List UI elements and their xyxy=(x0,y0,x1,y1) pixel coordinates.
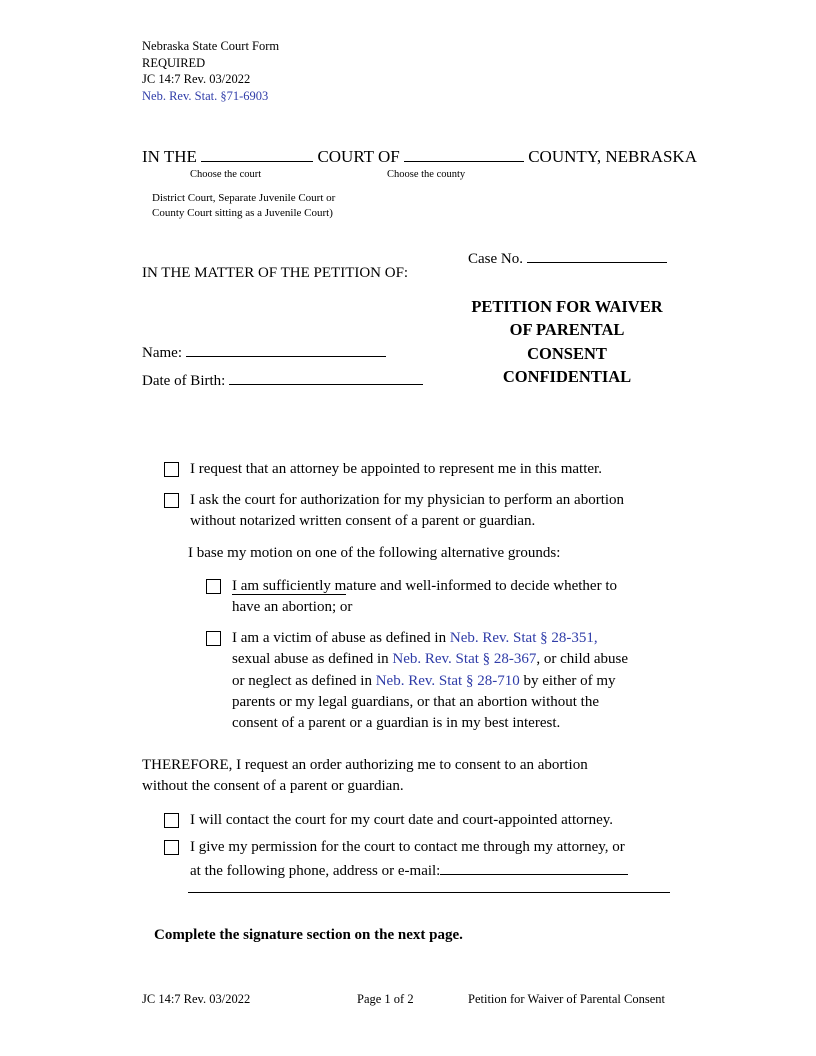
contact-section xyxy=(142,810,674,893)
authorization-request-text xyxy=(190,490,624,533)
choose-hints xyxy=(142,169,674,183)
ground-abuse-mid3: or neglect as defined in xyxy=(232,672,376,689)
authorization-request-row[interactable] xyxy=(164,490,674,533)
grounds-intro: I base my motion on one of the following alternative grounds: xyxy=(188,544,561,561)
form-header-line3: JC 14:7 Rev. 03/2022 xyxy=(142,72,251,86)
statute-link-28-351[interactable]: Neb. Rev. Stat § 28-351, xyxy=(449,630,598,647)
therefore-line2: without the consent of a parent or guardian. xyxy=(142,778,404,795)
court-type-note xyxy=(152,191,674,221)
ground-abuse-line5: consent of a parent or a guardian is in my best interest. xyxy=(232,715,561,732)
document-title xyxy=(460,295,674,389)
ground-abuse-pre: I am a victim of abuse as defined in xyxy=(232,630,450,647)
checkbox-ground-mature[interactable] xyxy=(206,579,221,594)
form-header xyxy=(142,38,674,104)
dob-label: Date of Birth: xyxy=(142,372,226,389)
county-name-field[interactable] xyxy=(404,144,524,162)
ground-mature-part2: ature and well-informed to decide whether to xyxy=(346,577,618,594)
ground-abuse-text xyxy=(232,628,628,734)
name-row xyxy=(142,341,386,362)
court-type-note-line2: County Court sitting as a Juvenile Court) xyxy=(152,206,333,219)
dob-row xyxy=(142,369,423,390)
checkbox-ground-abuse[interactable] xyxy=(206,631,221,646)
ground-mature-row[interactable] xyxy=(206,576,674,619)
form-header-line2: REQUIRED xyxy=(142,55,206,70)
checkbox-will-contact[interactable] xyxy=(164,813,179,828)
therefore-paragraph xyxy=(142,755,674,799)
next-page-note: Complete the signature section on the next page. xyxy=(154,927,463,944)
attorney-request-text: I request that an attorney be appointed to represent me in this matter. xyxy=(190,460,602,477)
court-of-label: COURT OF xyxy=(317,147,400,166)
footer-form-title: Petition for Waiver of Parental Consent xyxy=(468,992,665,1006)
checkbox-authorization-request[interactable] xyxy=(164,493,179,508)
ground-abuse-mid2: , or child abuse xyxy=(536,651,629,668)
ground-mature-part1: I am sufficiently m xyxy=(232,577,347,594)
attorney-request-row[interactable] xyxy=(164,459,674,480)
document-title-line2: OF PARENTAL xyxy=(509,320,625,340)
court-name-field[interactable] xyxy=(201,144,313,162)
requests-section xyxy=(142,459,674,735)
footer-page-number: Page 1 of 2 xyxy=(357,992,414,1006)
case-number-row xyxy=(468,247,667,268)
authorization-line1: I ask the court for authorization for my physician to perform an abortion xyxy=(190,491,625,508)
court-type-note-line1: District Court, Separate Juvenile Court or xyxy=(152,192,336,204)
document-title-line3: CONSENT xyxy=(527,343,607,363)
statute-link[interactable]: Neb. Rev. Stat. §71-6903 xyxy=(142,88,269,103)
permission-text xyxy=(190,837,628,882)
ground-abuse-line4: parents or my legal guardians, or that an abortion without the xyxy=(232,694,599,711)
dob-field[interactable] xyxy=(229,369,423,385)
ground-abuse-mid4: by either of my xyxy=(519,672,616,689)
choose-county-hint: Choose the county xyxy=(387,169,466,180)
contact-info-field[interactable] xyxy=(440,859,628,875)
checkbox-permission[interactable] xyxy=(164,840,179,855)
document-title-line4: CONFIDENTIAL xyxy=(502,366,632,386)
will-contact-row[interactable] xyxy=(164,810,674,831)
ground-mature-text xyxy=(232,576,617,619)
statute-link-28-367[interactable]: Neb. Rev. Stat § 28-367 xyxy=(392,651,537,668)
form-header-line1: Nebraska State Court Form xyxy=(142,39,280,53)
court-caption-line xyxy=(142,144,697,167)
in-the-label: IN THE xyxy=(142,147,197,166)
case-number-field[interactable] xyxy=(527,247,667,263)
name-label: Name: xyxy=(142,344,182,361)
ground-abuse-mid1: sexual abuse as defined in xyxy=(232,651,393,668)
permission-row[interactable] xyxy=(164,837,674,882)
contact-info-second-line-field[interactable] xyxy=(188,892,670,893)
statute-link-28-710[interactable]: Neb. Rev. Stat § 28-710 xyxy=(375,672,520,689)
caption-block xyxy=(142,247,674,407)
name-field[interactable] xyxy=(186,341,386,357)
therefore-line1: THEREFORE, I request an order authorizing me to consent to an abortion xyxy=(142,756,588,773)
ground-mature-line2: have an abortion; or xyxy=(232,598,353,615)
choose-court-hint: Choose the court xyxy=(190,169,262,180)
document-content xyxy=(142,38,697,944)
permission-line2: at the following phone, address or e-mail: xyxy=(190,862,441,879)
case-number-label: Case No. xyxy=(468,250,523,267)
checkbox-attorney-request[interactable] xyxy=(164,462,179,477)
ground-abuse-row[interactable] xyxy=(206,628,674,734)
county-nebraska-label: COUNTY, NEBRASKA xyxy=(528,147,697,166)
will-contact-text: I will contact the court for my court date and court-appointed attorney. xyxy=(190,812,614,829)
footer-form-number: JC 14:7 Rev. 03/2022 xyxy=(142,992,251,1006)
authorization-line2: without notarized written consent of a parent or guardian. xyxy=(190,513,536,530)
permission-line1: I give my permission for the court to contact me through my attorney, or xyxy=(190,839,625,856)
document-title-line1: PETITION FOR WAIVER xyxy=(471,296,663,316)
matter-of-petition-label: IN THE MATTER OF THE PETITION OF: xyxy=(142,264,409,281)
